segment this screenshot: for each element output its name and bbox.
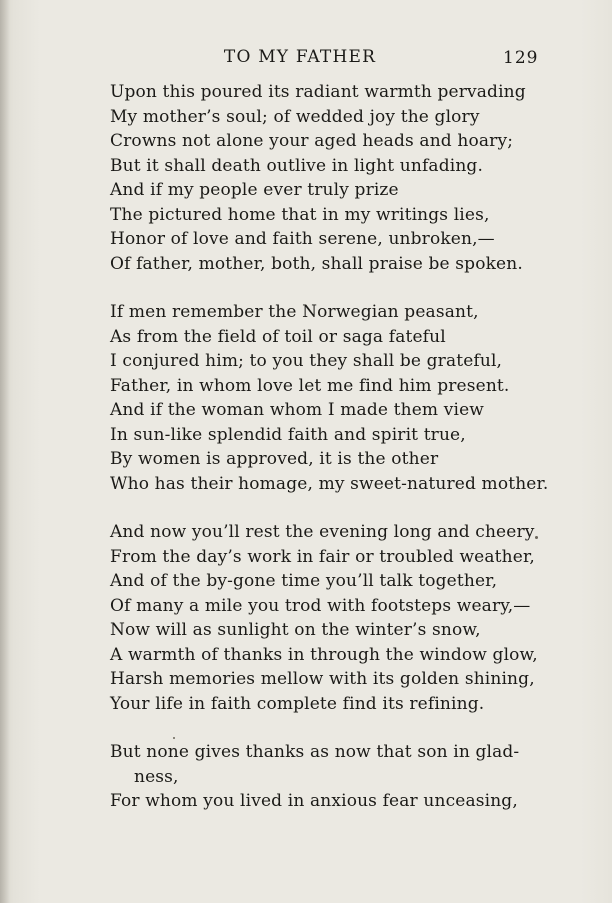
poem-line: I conjured him; to you they shall be grateful,: [110, 351, 503, 371]
poem-line: If men remember the Norwegian peasant,: [110, 302, 479, 322]
running-header: [0, 47, 612, 71]
page-binding-shadow: [0, 0, 10, 903]
chapter-title: TO MY FATHER: [223, 47, 377, 67]
stanza-break: [110, 496, 510, 520]
stanza-break: [110, 276, 510, 300]
poem-line: Of father, mother, both, shall praise be spoken.: [110, 253, 523, 274]
poem-line: Harsh memories mellow with its golden shining,: [110, 669, 535, 689]
poem-line: In sun-like splendid faith and spirit true,: [110, 424, 466, 445]
poem-line: Upon this poured its radiant warmth pervading: [110, 82, 526, 102]
poem-line: Your life in faith complete find its refining.: [110, 693, 485, 714]
poem-line: Of many a mile you trod with footsteps weary,—: [110, 595, 531, 616]
poem-line: But none gives thanks as now that son in glad-: [110, 742, 520, 762]
paper-speck: [535, 536, 538, 539]
page-number: 129: [503, 48, 539, 68]
poem-line: By women is approved, it is the other: [110, 449, 439, 469]
poem-line: Father, in whom love let me find him present.: [110, 375, 510, 396]
poem-line: And of the by-gone time you’ll talk together,: [110, 571, 498, 591]
poem-line: And if my people ever truly prize: [110, 180, 399, 200]
poem-line: Now will as sunlight on the winter’s snow,: [110, 620, 481, 640]
paper-speck: [173, 737, 175, 739]
stanza-3: [110, 520, 538, 716]
poem-body: [110, 80, 549, 814]
poem-line: And if the woman whom I made them view: [110, 400, 484, 420]
poem-line: From the day’s work in fair or troubled weather,: [110, 546, 535, 567]
poem-line: The pictured home that in my writings lies,: [110, 204, 490, 225]
poem-line: And now you’ll rest the evening long and cheery: [110, 522, 535, 542]
poem-line: For whom you lived in anxious fear unceasing,: [110, 791, 518, 811]
poem-line: A warmth of thanks in through the window glow,: [110, 644, 538, 665]
stanza-2: [110, 300, 549, 496]
poem-line: As from the field of toil or saga fateful: [110, 326, 446, 347]
poem-line: Crowns not alone your aged heads and hoary;: [110, 131, 514, 151]
poem-line: Honor of love and faith serene, unbroken,—: [110, 229, 495, 249]
poem-line: But it shall death outlive in light unfading.: [110, 155, 484, 176]
poem-line: My mother’s soul; of wedded joy the glory: [110, 106, 480, 127]
stanza-break: [110, 716, 510, 740]
stanza-1: [110, 80, 526, 276]
poem-line-continuation: ness,: [134, 766, 179, 787]
poem-line: Who has their homage, my sweet-natured mother.: [110, 473, 549, 494]
stanza-4: [110, 740, 520, 814]
